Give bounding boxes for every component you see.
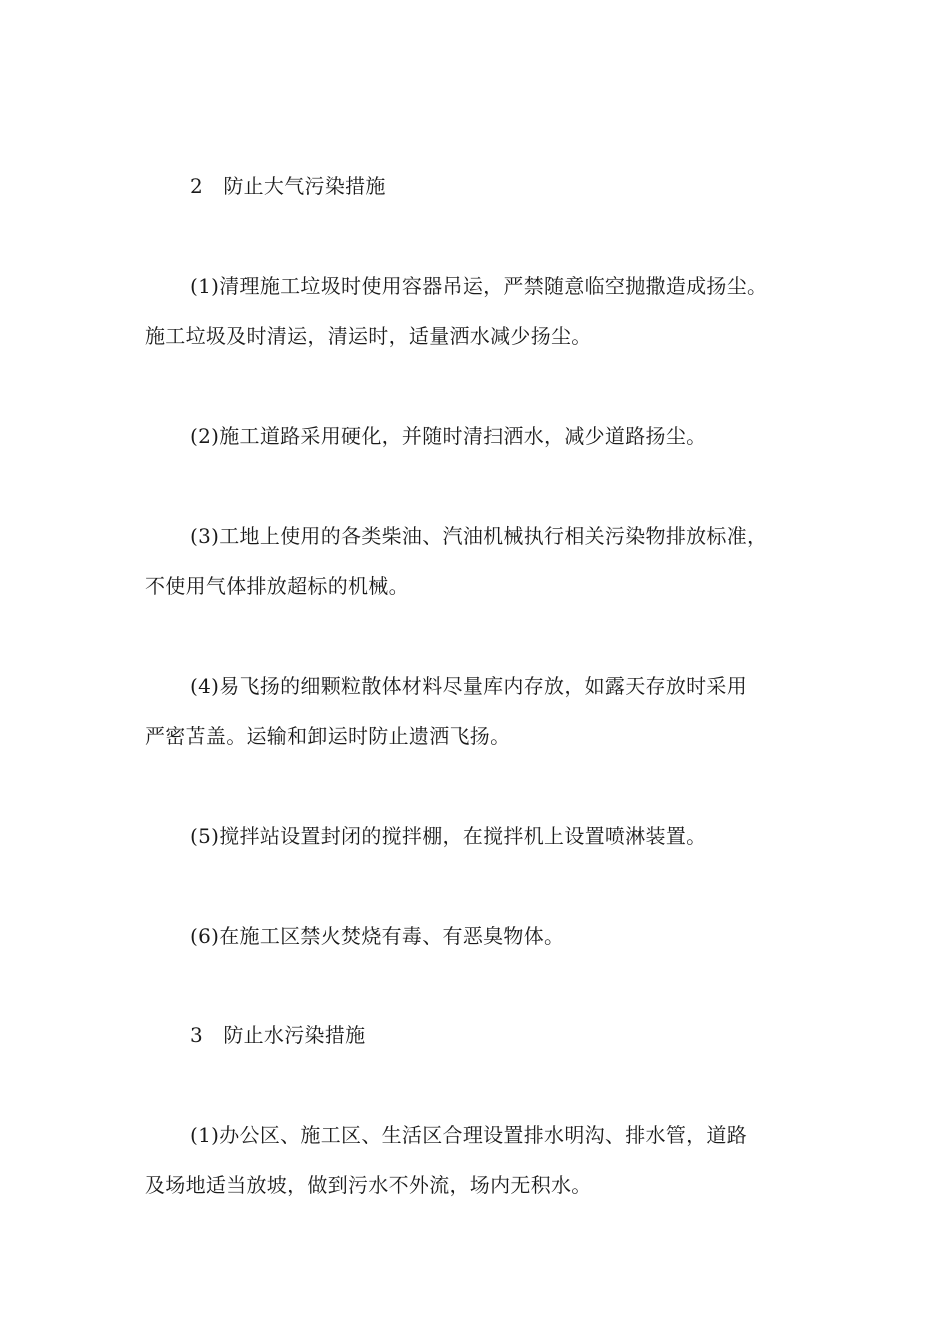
paragraph-1-line-2: 施工垃圾及时清运，清运时，适量洒水减少扬尘。 — [145, 324, 592, 348]
paragraph-3-line-1: (3)工地上使用的各类柴油、汽油机械执行相关污染物排放标准， — [190, 524, 768, 548]
paragraph-1-line-1: (1)清理施工垃圾时使用容器吊运，严禁随意临空抛撒造成扬尘。 — [190, 274, 768, 298]
section-heading-air-pollution: 2 防止大气污染措施 — [190, 174, 386, 198]
section-heading-water-pollution: 3 防止水污染措施 — [190, 1023, 366, 1047]
paragraph-3-line-2: 不使用气体排放超标的机械。 — [145, 574, 409, 598]
paragraph-5-line-1: (5)搅拌站设置封闭的搅拌棚，在搅拌机上设置喷淋装置。 — [190, 824, 707, 848]
paragraph-7-line-2: 及场地适当放坡，做到污水不外流，场内无积水。 — [145, 1173, 592, 1197]
paragraph-4-line-1: (4)易飞扬的细颗粒散体材料尽量库内存放，如露天存放时采用 — [190, 674, 748, 698]
paragraph-6-line-1: (6)在施工区禁火焚烧有毒、有恶臭物体。 — [190, 924, 565, 948]
paragraph-2-line-1: (2)施工道路采用硬化，并随时清扫洒水，减少道路扬尘。 — [190, 424, 707, 448]
paragraph-4-line-2: 严密苫盖。运输和卸运时防止遗洒飞扬。 — [145, 724, 511, 748]
paragraph-7-line-1: (1)办公区、施工区、生活区合理设置排水明沟、排水管，道路 — [190, 1123, 748, 1147]
